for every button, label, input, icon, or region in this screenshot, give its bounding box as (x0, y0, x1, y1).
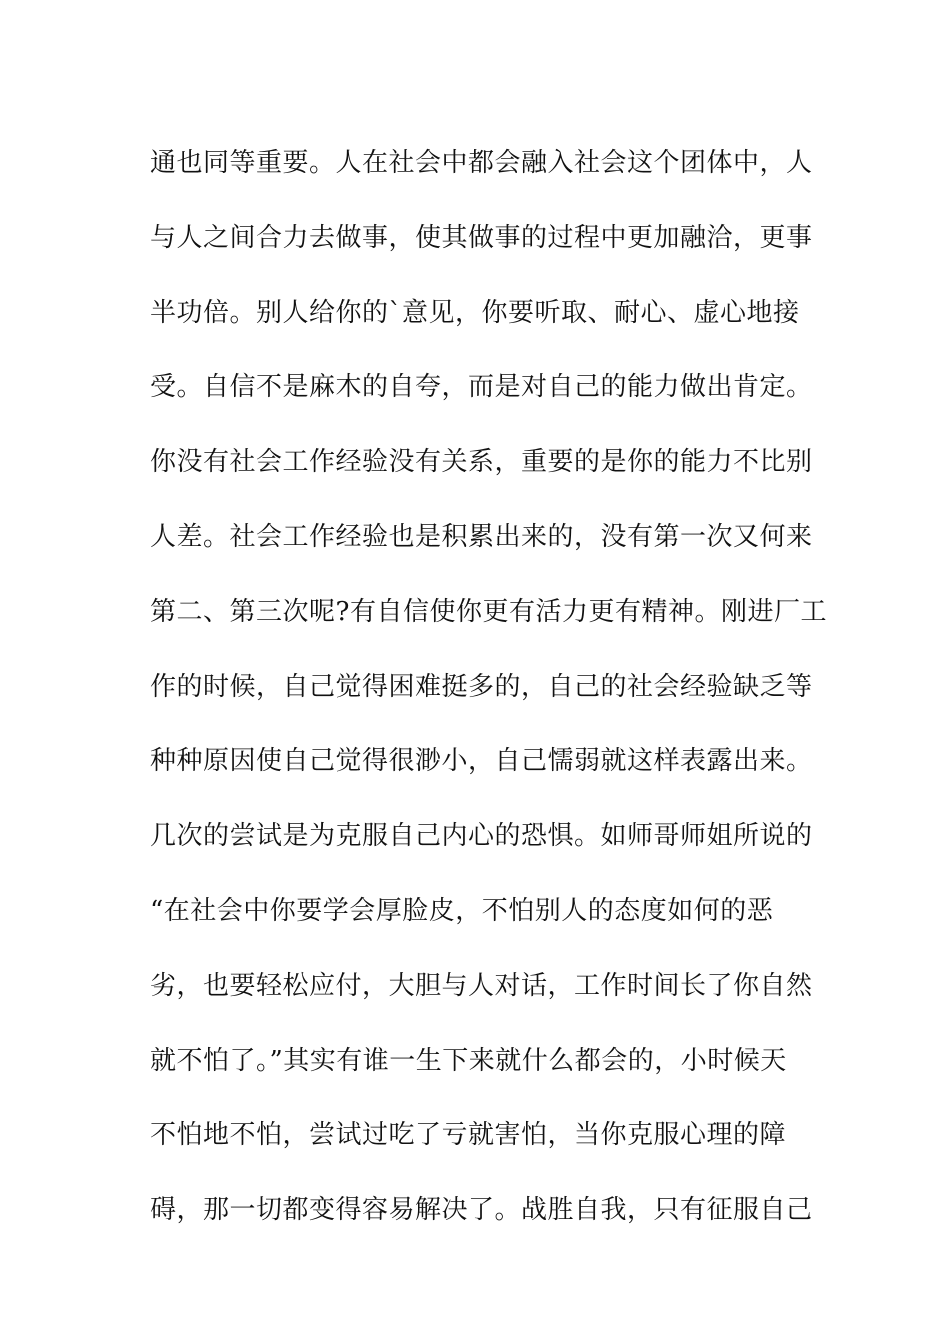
text-line: 半功倍。别人给你的`意见，你要听取、耐心、虚心地接 (150, 297, 800, 328)
text-line: 第二、第三次呢?有自信使你更有活力更有精神。刚进厂工 (150, 596, 827, 627)
text-line: 劣，也要轻松应付，大胆与人对话，工作时间长了你自然 (150, 970, 813, 1001)
text-line: 受。自信不是麻木的自夸，而是对自己的能力做出肯定。 (150, 372, 813, 403)
text-line: 不怕地不怕，尝试过吃了亏就害怕，当你克服心理的障 (150, 1120, 787, 1151)
text-line: 就不怕了。”其实有谁一生下来就什么都会的，小时候天 (150, 1045, 787, 1076)
text-line: “在社会中你要学会厚脸皮，不怕别人的态度如何的恶 (150, 895, 774, 926)
text-line: 与人之间合力去做事，使其做事的过程中更加融洽，更事 (150, 222, 813, 253)
body-text (150, 126, 827, 1248)
text-line: 人差。社会工作经验也是积累出来的，没有第一次又何来 (150, 521, 813, 552)
text-line: 通也同等重要。人在社会中都会融入社会这个团体中，人 (150, 148, 813, 178)
text-line: 几次的尝试是为克服自己内心的恐惧。如师哥师姐所说的 (150, 821, 813, 852)
text-line: 你没有社会工作经验没有关系，重要的是你的能力不比别 (150, 447, 813, 478)
text-line: 种种原因使自己觉得很渺小，自己懦弱就这样表露出来。 (150, 746, 813, 777)
text-line: 作的时候，自己觉得困难挺多的，自己的社会经验缺乏等 (150, 671, 813, 702)
text-line: 碍，那一切都变得容易解决了。战胜自我，只有征服自己 (150, 1195, 813, 1226)
